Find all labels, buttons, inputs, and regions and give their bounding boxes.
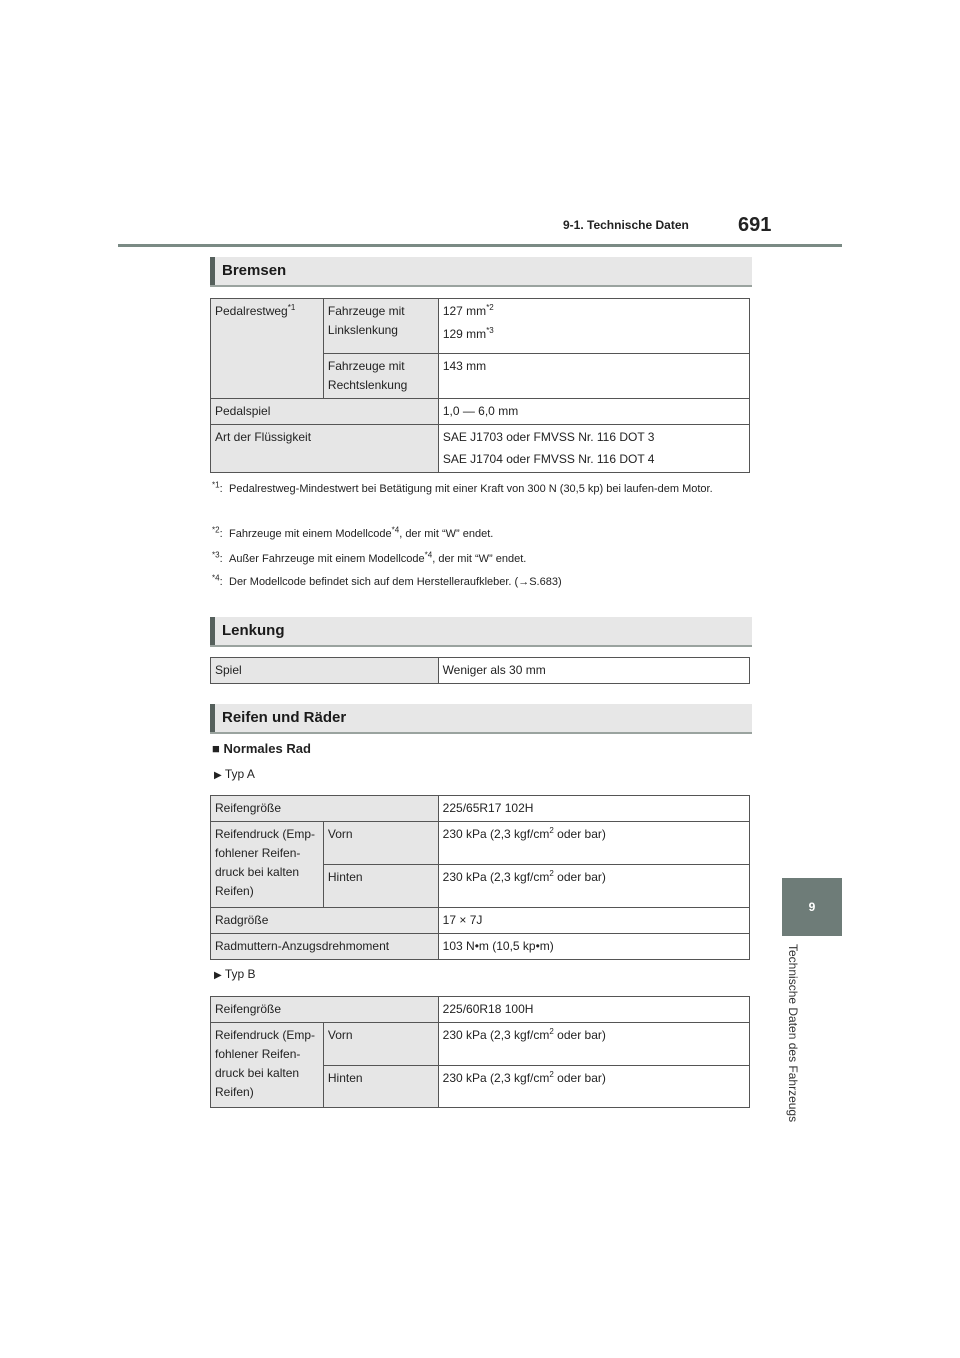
heading-bar xyxy=(210,704,215,732)
hinten-value: 230 kPa (2,3 kgf/$cm^2$ oder bar) xyxy=(438,865,749,908)
reifengroesse-label: Reifengröße xyxy=(211,796,439,822)
rechts-label: Fahrzeuge mit Rechtslenkung xyxy=(323,354,438,399)
footnote: $^{*3}$: Außer Fahrzeuge mit einem Modellcode$^{*4}$, der mit “W” endet. xyxy=(212,550,527,565)
chapter-tab[interactable] xyxy=(782,878,842,936)
fluessigkeit-label: Art der Flüssigkeit xyxy=(211,425,439,473)
reifendruck-label: Reifendruck (Emp-fohlener Reifen-druck bei kalten Reifen) xyxy=(211,1023,324,1108)
heading-bar xyxy=(210,617,215,645)
table-row xyxy=(211,1023,750,1066)
pedalspiel-label: Pedalspiel xyxy=(211,399,439,425)
drehmoment-value: 103 N•m (10,5 kp•m) xyxy=(438,934,749,960)
subheading-typ-a: ▶ Typ A xyxy=(214,767,255,781)
vorn-label: Vorn xyxy=(323,1023,438,1066)
section-heading-bremsen xyxy=(210,257,752,287)
fluessigkeit-value: SAE J1703 oder FMVSS Nr. 116 DOT 3 SAE J1704 oder FMVSS Nr. 116 DOT 4 xyxy=(438,425,749,473)
typ-b-table xyxy=(210,996,750,1108)
pedalspiel-value: 1,0 — 6,0 mm xyxy=(438,399,749,425)
links-value: 127 $mm^{*2}$ 129 $mm^{*3}$ xyxy=(438,299,749,354)
vorn-label: Vorn xyxy=(323,822,438,865)
table-row xyxy=(211,658,750,684)
triangle-bullet-icon: ▶ xyxy=(214,970,222,981)
table-row xyxy=(211,425,750,473)
lenkung-table xyxy=(210,657,750,684)
heading-text: Bremsen xyxy=(222,262,287,279)
subheading-typ-b: ▶ Typ B xyxy=(214,967,256,981)
hinten-label: Hinten xyxy=(323,865,438,908)
section-heading-reifen xyxy=(210,704,752,734)
table-row xyxy=(211,934,750,960)
bremsen-table xyxy=(210,298,750,473)
links-label: Fahrzeuge mit Linkslenkung xyxy=(323,299,438,354)
footnote: $^{*1}$: Pedalrestweg-Mindestwert bei Betätigung mit einer Kraft von 300 N (30,5 kp) bei laufen-dem Motor. xyxy=(212,480,713,495)
pedalrestweg-label: Pedalrestweg$^{*1}$ xyxy=(211,299,324,399)
section-heading-lenkung xyxy=(210,617,752,647)
chapter-number: 9 xyxy=(808,900,816,914)
table-row xyxy=(211,399,750,425)
rechts-value: 143 mm xyxy=(438,354,749,399)
spiel-label: Spiel xyxy=(211,658,439,684)
reifendruck-label: Reifendruck (Emp-fohlener Reifen-druck bei kalten Reifen) xyxy=(211,822,324,908)
reifengroesse-label: Reifengröße xyxy=(211,997,439,1023)
footnote: $^{*4}$: Der Modellcode befindet sich auf dem Herstelleraufkleber. (→S.683) xyxy=(212,573,562,588)
square-bullet-icon: ■ xyxy=(212,741,220,756)
vorn-value: 230 kPa (2,3 kgf/$cm^2$ oder bar) xyxy=(438,1023,749,1066)
table-row xyxy=(211,997,750,1023)
heading-bar xyxy=(210,257,215,285)
spiel-value: Weniger als 30 mm xyxy=(438,658,749,684)
section-title: 9-1. Technische Daten xyxy=(563,218,689,232)
hinten-value: 230 kPa (2,3 kgf/$cm^2$ oder bar) xyxy=(438,1066,749,1108)
vorn-value: 230 kPa (2,3 kgf/$cm^2$ oder bar) xyxy=(438,822,749,865)
heading-text: Reifen und Räder xyxy=(222,709,347,726)
typ-a-table xyxy=(210,795,750,960)
table-row xyxy=(211,822,750,865)
hinten-label: Hinten xyxy=(323,1066,438,1108)
table-row xyxy=(211,796,750,822)
radgroesse-label: Radgröße xyxy=(211,908,439,934)
table-row xyxy=(211,299,750,354)
page-number: 691 xyxy=(738,214,772,236)
footnote: $^{*2}$: Fahrzeuge mit einem Modellcode$^{*4}$, der mit “W” endet. xyxy=(212,525,494,540)
heading-text: Lenkung xyxy=(222,622,285,639)
header-divider xyxy=(118,244,842,247)
radgroesse-value: 17 × 7J xyxy=(438,908,749,934)
table-row xyxy=(211,908,750,934)
reifengroesse-value: 225/60R18 100H xyxy=(438,997,749,1023)
drehmoment-label: Radmuttern-Anzugsdrehmoment xyxy=(211,934,439,960)
chapter-title: Technische Daten des Fahrzeugs xyxy=(786,944,800,1123)
triangle-bullet-icon: ▶ xyxy=(214,770,222,781)
reifengroesse-value: 225/65R17 102H xyxy=(438,796,749,822)
subheading-normales-rad: ■ Normales Rad xyxy=(212,741,311,756)
